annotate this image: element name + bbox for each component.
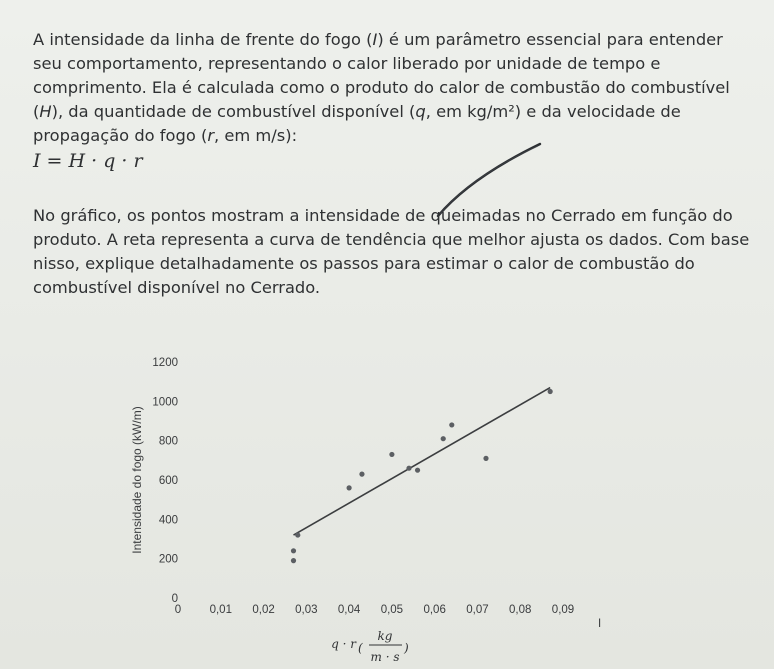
x-tick-label: 0 [174,604,182,616]
x-axis-label-main: q · r [331,637,356,651]
y-tick-label: 600 [158,475,178,487]
x-tick-label: 0,07 [466,604,489,616]
data-point [548,389,553,394]
intro-text-5: , em m/s): [214,126,298,145]
x-axis-label-paren-open: ( [358,641,363,655]
intro-text-4: , em kg/m²) e da velocidade de propagação do fogo ( [33,102,681,145]
x-tick-label: 0,06 [423,604,446,616]
y-tick-label: 0 [171,593,178,605]
intro-text-2: ) é um parâmetro essencial para entender seu comportamento, representando o calor liberado por unidade de tempo e comprimento. Ela é calculada como o produto do calor de combustão do combustível ( [33,30,730,121]
y-axis-label: Intensidade do fogo (kW/m) [130,406,144,554]
y-tick-label: 400 [158,514,178,527]
data-point [415,468,420,473]
x-tick-label: 0,04 [337,604,361,616]
question-paragraph: No gráfico, os pontos mostram a intensidade de queimadas no Cerrado em função do produto. A reta representa a curva de tendência que melhor ajusta os dados. Com base nisso, explique detalhadamente os passos para estimar o calor de combustão do combustível disponível no Cerrado. [33,206,750,297]
intro-text-3: ), da quantidade de combustível disponível ( [51,102,416,121]
y-axis-ticks [152,357,178,605]
var-H: H [39,102,52,121]
var-r: r [207,126,215,145]
trend-line [294,388,551,535]
cursor-ibeam: I [598,618,602,630]
data-point [347,485,352,490]
y-tick-label: 1000 [152,396,178,409]
y-tick-label: 1200 [152,357,178,369]
var-q: q [415,102,426,121]
data-point [441,436,446,441]
data-points [291,389,553,563]
x-tick-label: 0,09 [551,604,575,616]
x-axis-label-paren-close: ) [404,641,409,655]
x-tick-label: 0,05 [380,604,404,616]
data-point [291,548,296,553]
data-point [389,452,394,457]
intro-text-1: A intensidade da linha de frente do fogo ( [33,30,373,49]
x-axis-ticks [175,604,574,616]
data-point [449,422,454,427]
data-point [406,466,411,471]
y-tick-label: 200 [158,553,178,566]
x-tick-label: 0,01 [209,604,232,616]
x-tick-label: 0,03 [295,604,318,616]
formula: I = H · q · r [33,150,143,172]
data-point [483,456,488,461]
x-axis-label-num: kg [377,629,393,643]
data-point [295,532,300,537]
x-tick-label: 0,02 [252,604,275,616]
data-point [359,472,364,477]
data-point [291,558,296,563]
x-tick-label: 0,08 [509,604,532,616]
var-I: I [372,30,378,49]
x-axis-label-den: m · s [370,650,400,664]
y-tick-label: 800 [158,435,178,448]
